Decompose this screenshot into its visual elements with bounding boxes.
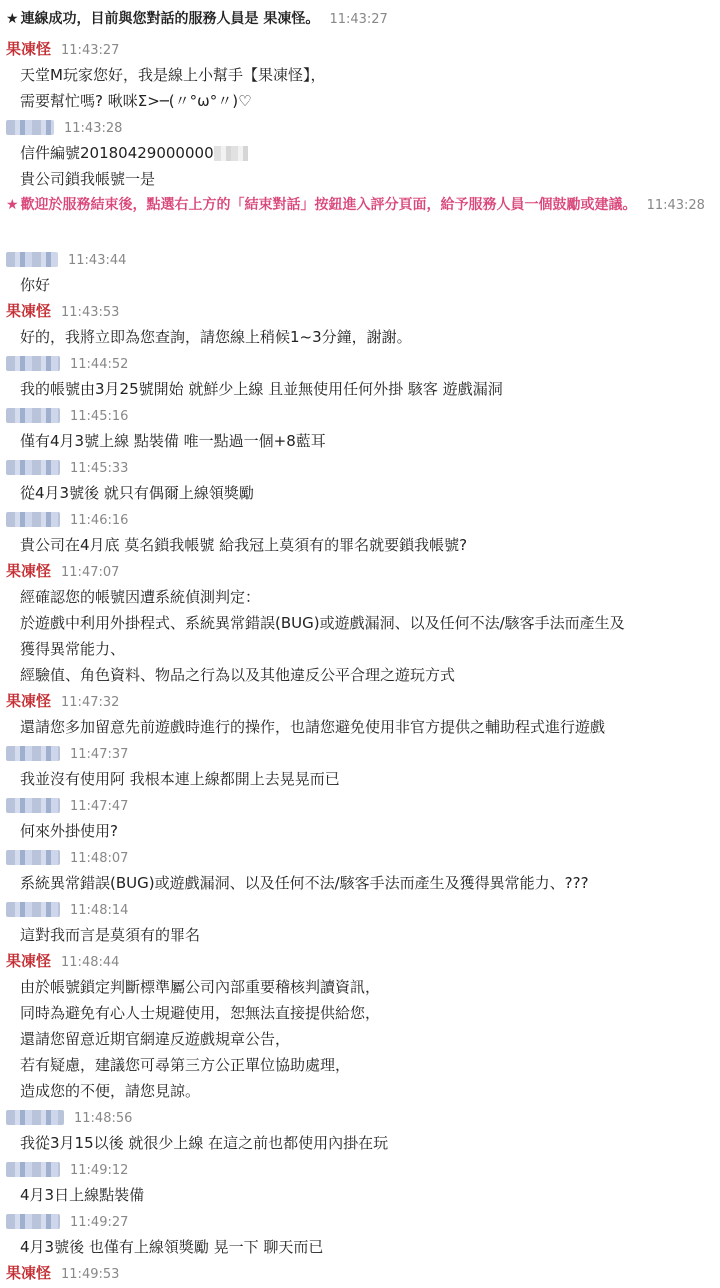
user-message-header: [6, 402, 128, 428]
redacted-username: [6, 356, 60, 371]
message-text: 好的，我將立即為您查詢，請您線上稍候1~3分鐘，謝謝。: [20, 328, 412, 346]
system-notice-text: 歡迎於服務結束後，點選右上方的「結束對話」按鈕進入評分頁面，給予服務人員一個鼓勵或建議。: [20, 197, 637, 213]
message-text: 還請您留意近期官網違反遊戲規章公告，: [20, 1030, 291, 1048]
message-line: [20, 922, 200, 948]
timestamp: 11:47:32: [61, 695, 120, 710]
agent-message-header: [6, 298, 119, 324]
message-text: 經確認您的帳號因遭系統偵測判定：: [20, 588, 261, 606]
message-text: 由於帳號鎖定判斷標準屬公司內部重要稽核判讀資訊，: [20, 978, 381, 996]
system-notice: [6, 6, 706, 33]
message-line: [20, 1130, 388, 1156]
message-text: 於遊戲中利用外掛程式、系統異常錯誤(BUG)或遊戲漏洞、以及任何不法/駭客手法而產生及: [20, 614, 625, 632]
message-line: [20, 166, 155, 192]
message-text: 系統異常錯誤(BUG)或遊戲漏洞、以及任何不法/駭客手法而產生及獲得異常能力、???: [20, 874, 589, 892]
timestamp: 11:43:28: [64, 121, 123, 136]
timestamp: 11:46:16: [70, 513, 129, 528]
user-message-header: [6, 454, 128, 480]
message-line: [20, 480, 254, 506]
message-line: [20, 324, 412, 350]
timestamp: 11:49:12: [70, 1163, 129, 1178]
message-line: [20, 636, 125, 662]
timestamp: 11:48:56: [74, 1111, 133, 1126]
redacted-username: [6, 120, 54, 135]
message-line: [20, 1052, 350, 1078]
user-message-header: [6, 896, 128, 922]
message-line: [20, 584, 260, 610]
star-icon: ★: [6, 197, 19, 213]
timestamp: 11:43:27: [329, 12, 388, 27]
message-text: 天堂M玩家您好，我是線上小幫手【果凍怪】，: [20, 66, 326, 84]
redacted-username: [6, 746, 60, 761]
agent-message-header: [6, 688, 119, 714]
timestamp: 11:43:53: [61, 305, 120, 320]
agent-message-header: [6, 558, 119, 584]
message-line: [20, 714, 605, 740]
system-notice-text: 連線成功，目前與您對話的服務人員是 果凍怪。: [20, 11, 320, 27]
message-text: 我從3月15以後 就很少上線 在這之前也都使用內掛在玩: [20, 1134, 389, 1152]
user-message-header: [6, 114, 122, 140]
timestamp: 11:43:28: [646, 198, 705, 213]
user-message-header: [6, 506, 128, 532]
user-message-header: [6, 350, 128, 376]
message-line: [20, 662, 455, 688]
agent-message-header: [6, 948, 119, 974]
message-line: [20, 1234, 323, 1260]
redacted-username: [6, 1214, 60, 1229]
message-line: [20, 532, 467, 558]
timestamp: 11:45:16: [70, 409, 129, 424]
timestamp: 11:45:33: [70, 461, 129, 476]
agent-name: 果凍怪: [6, 302, 52, 320]
message-line: [20, 62, 325, 88]
agent-name: 果凍怪: [6, 40, 52, 58]
system-notice: [6, 192, 706, 219]
redacted-username: [6, 1162, 60, 1177]
agent-name: 果凍怪: [6, 692, 52, 710]
timestamp: 11:47:07: [61, 565, 120, 580]
message-line: [20, 974, 380, 1000]
message-text: 這對我而言是莫須有的罪名: [20, 926, 201, 944]
user-message-header: [6, 792, 128, 818]
timestamp: 11:44:52: [70, 357, 129, 372]
timestamp: 11:47:37: [70, 747, 129, 762]
message-line: [20, 766, 340, 792]
message-text: 信件編號20180429000000: [20, 144, 214, 162]
message-text: 造成您的不便，請您見諒。: [20, 1082, 201, 1100]
redacted-username: [6, 850, 60, 865]
message-text: 僅有4月3號上線 點裝備 唯一點過一個+8藍耳: [20, 432, 326, 450]
message-text: 我並沒有使用阿 我根本連上線都開上去晃晃而已: [20, 770, 340, 788]
timestamp: 11:48:14: [70, 903, 129, 918]
timestamp: 11:48:44: [61, 955, 120, 970]
message-line: [20, 870, 589, 896]
message-line: [20, 818, 118, 844]
message-text: 從4月3號後 就只有偶爾上線領獎勵: [20, 484, 254, 502]
user-message-header: [6, 1208, 128, 1234]
timestamp: 11:48:07: [70, 851, 129, 866]
redacted-text: [214, 146, 248, 161]
message-line: [20, 1078, 200, 1104]
star-icon: ★: [6, 11, 19, 27]
message-text: 獲得異常能力、: [20, 640, 126, 658]
message-line: [20, 272, 50, 298]
message-text: 何來外掛使用?: [20, 822, 118, 840]
message-line: [20, 88, 252, 114]
redacted-username: [6, 460, 60, 475]
timestamp: 11:47:47: [70, 799, 129, 814]
user-message-header: [6, 246, 126, 272]
agent-message-header: [6, 1260, 119, 1286]
redacted-username: [6, 252, 58, 267]
message-text: 你好: [20, 276, 51, 294]
message-line: [20, 428, 326, 454]
agent-name: 果凍怪: [6, 1264, 52, 1282]
agent-name: 果凍怪: [6, 562, 52, 580]
timestamp: 11:49:53: [61, 1267, 120, 1282]
message-line: [20, 610, 625, 636]
redacted-username: [6, 1110, 64, 1125]
message-line: [20, 1026, 290, 1052]
redacted-username: [6, 512, 60, 527]
redacted-username: [6, 798, 60, 813]
agent-name: 果凍怪: [6, 952, 52, 970]
message-text: 還請您多加留意先前遊戲時進行的操作，也請您避免使用非官方提供之輔助程式進行遊戲: [20, 718, 606, 736]
user-message-header: [6, 740, 128, 766]
message-line: [20, 140, 248, 166]
timestamp: 11:43:44: [68, 253, 127, 268]
timestamp: 11:49:27: [70, 1215, 129, 1230]
message-line: [20, 1182, 144, 1208]
agent-message-header: [6, 36, 119, 62]
message-text: 需要幫忙嗎? 啾咪Σ>─(〃°ω°〃)♡: [20, 92, 252, 110]
message-text: 4月3日上線點裝備: [20, 1186, 145, 1204]
redacted-username: [6, 408, 60, 423]
message-text: 我的帳號由3月25號開始 就鮮少上線 且並無使用任何外掛 駭客 遊戲漏洞: [20, 380, 503, 398]
message-text: 同時為避免有心人士規避使用，恕無法直接提供給您，: [20, 1004, 381, 1022]
message-text: 經驗值、角色資料、物品之行為以及其他違反公平合理之遊玩方式: [20, 666, 456, 684]
message-text: 若有疑慮，建議您可尋第三方公正單位協助處理，: [20, 1056, 351, 1074]
user-message-header: [6, 844, 128, 870]
message-line: [20, 376, 503, 402]
user-message-header: [6, 1156, 128, 1182]
user-message-header: [6, 1104, 132, 1130]
timestamp: 11:43:27: [61, 43, 120, 58]
message-text: 貴公司在4月底 莫名鎖我帳號 給我冠上莫須有的罪名就要鎖我帳號?: [20, 536, 468, 554]
message-text: 4月3號後 也僅有上線領獎勵 晃一下 聊天而已: [20, 1238, 324, 1256]
redacted-username: [6, 902, 60, 917]
message-text: 貴公司鎖我帳號一是: [20, 170, 156, 188]
message-line: [20, 1000, 380, 1026]
